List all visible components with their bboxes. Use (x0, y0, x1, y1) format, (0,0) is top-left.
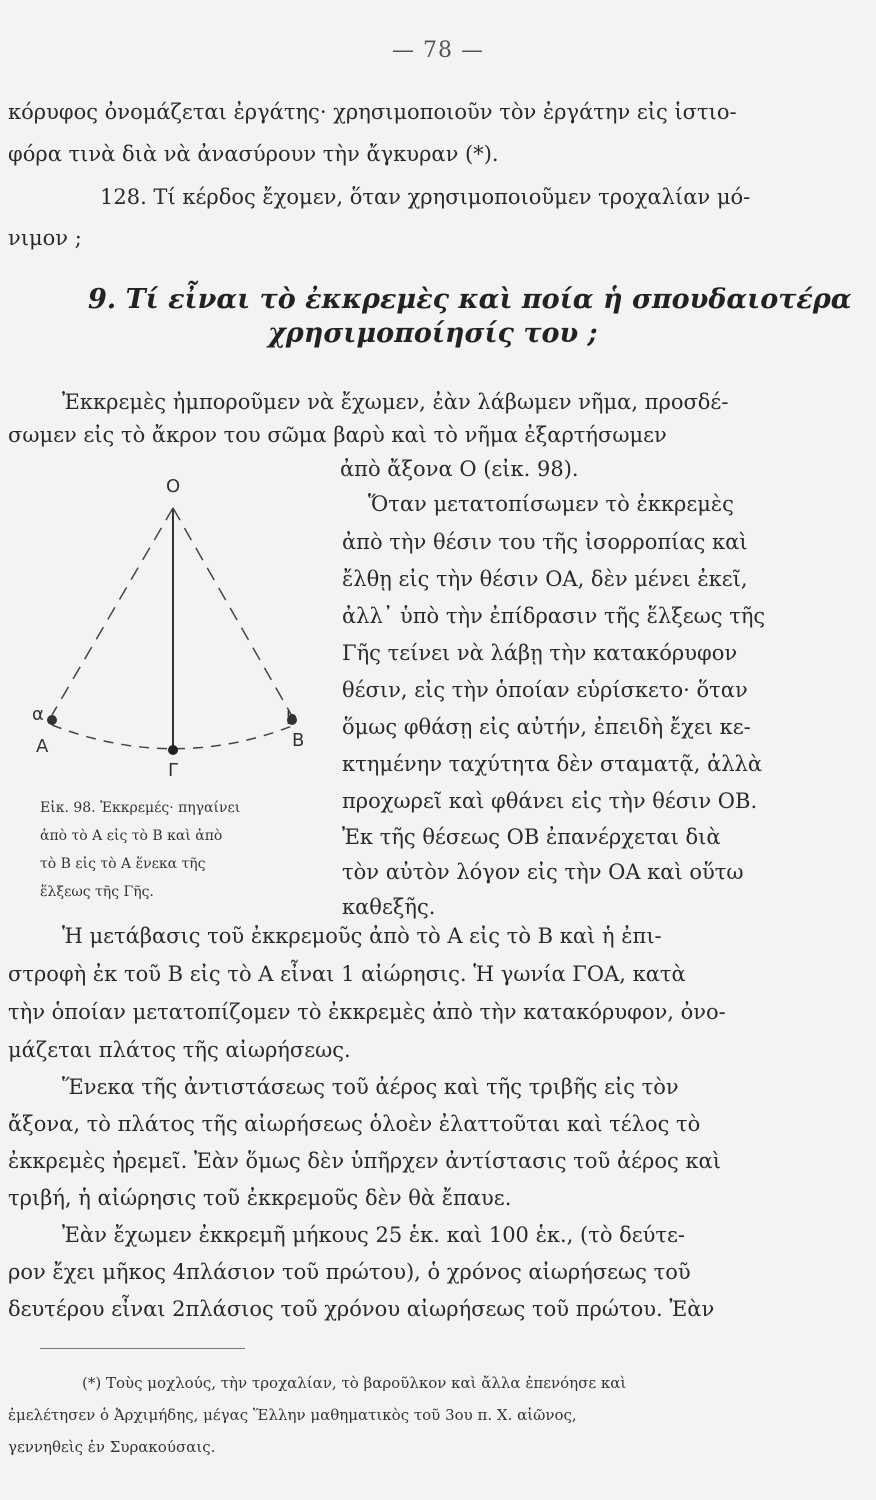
footnote-line: ἐμελέτησεν ὁ Ἀρχιμήδης, μέγας Ἕλλην μαθηματικὸς τοῦ 3ου π. Χ. αἰῶνος, (8, 1406, 577, 1424)
pendulum-figure (30, 470, 330, 790)
figure-caption: ἕλξεως τῆς Γῆς. (40, 884, 154, 900)
footnote-line: (*) Τοὺς μοχλούς, τὴν τροχαλίαν, τὸ βαροῦλκον καὶ ἄλλα ἐπενόησε καὶ (82, 1374, 627, 1392)
paragraph-line: μάζεται πλάτος τῆς αἰωρήσεως. (8, 1038, 351, 1062)
paragraph-line: Ἡ μετάβασις τοῦ ἐκκρεμοῦς ἀπὸ τὸ Α εἰς τὸ Β καὶ ἡ ἐπι- (62, 924, 662, 948)
paragraph-line: ἔλθῃ εἰς τὴν θέσιν ΟΑ, δὲν μένει ἐκεῖ, (342, 567, 748, 591)
label-a: A (36, 736, 49, 757)
label-alpha: α (32, 704, 44, 725)
bob-rest-position (168, 745, 178, 755)
page-number: — 78 — (392, 38, 484, 63)
paragraph-line: ἄξονα, τὸ πλάτος τῆς αἰωρήσεως ὁλοὲν ἐλαττοῦται καὶ τέλος τὸ (8, 1112, 701, 1136)
paragraph-line: Ἕνεκα τῆς ἀντιστάσεως τοῦ ἀέρος καὶ τῆς τριβῆς εἰς τὸν (62, 1075, 679, 1099)
paragraph-line: τὴν ὁποίαν μετατοπίζομεν τὸ ἐκκρεμὲς ἀπὸ τὴν κατακόρυφον, ὀνο- (8, 1000, 726, 1024)
paragraph-line: σωμεν εἰς τὸ ἄκρον του σῶμα βαρὺ καὶ τὸ νῆμα ἐξαρτήσωμεν (8, 423, 667, 447)
paragraph-line: κτημένην ταχύτητα δὲν σταματᾷ, ἀλλὰ (342, 752, 763, 776)
paragraph-line: προχωρεῖ καὶ φθάνει εἰς τὴν θέσιν ΟΒ. (342, 789, 758, 813)
paragraph-line: Ἐκ τῆς θέσεως ΟΒ ἐπανέρχεται διὰ (342, 825, 721, 849)
paragraph-line: καθεξῆς. (342, 895, 436, 919)
pendulum-left-string (52, 508, 173, 715)
label-b-small: b (286, 708, 298, 729)
paragraph-line: Ἐκκρεμὲς ἠμποροῦμεν νὰ ἔχωμεν, ἐὰν λάβωμεν νῆμα, προσδέ- (62, 390, 729, 414)
intro-line: φόρα τινὰ διὰ νὰ ἀνασύρουν τὴν ἄγκυραν (*). (8, 142, 499, 166)
paragraph-line: ἀπὸ ἄξονα Ο (εἰκ. 98). (340, 457, 579, 481)
figure-caption: τὸ Β εἰς τὸ Α ἕνεκα τῆς (40, 856, 206, 872)
paragraph-line: ὅμως φθάσῃ εἰς αὐτήν, ἐπειδὴ ἔχει κε- (342, 715, 751, 739)
section-heading: 9. Τί εἶναι τὸ ἐκκρεμὲς καὶ ποία ἡ σπουδαιοτέρα (88, 284, 852, 315)
paragraph-line: Γῆς τείνει νὰ λάβῃ τὴν κατακόρυφον (342, 641, 738, 665)
bob-position-a (47, 715, 57, 725)
footnote-line: γεννηθεὶς ἐν Συρακούσαις. (8, 1438, 216, 1456)
intro-line: νιμον ; (8, 226, 82, 250)
paragraph-line: ἀλλ᾽ ὑπὸ τὴν ἐπίδρασιν τῆς ἕλξεως τῆς (342, 604, 766, 628)
paragraph-line: θέσιν, εἰς τὴν ὁποίαν εὑρίσκετο· ὅταν (342, 678, 748, 702)
intro-line: κόρυφος ὀνομάζεται ἐργάτης· χρησιμοποιοῦν τὸν ἐργάτην εἰς ἱστιο- (8, 100, 737, 124)
section-heading-cont: χρησιμοποίησίς του ; (268, 318, 598, 349)
paragraph-line: δευτέρου εἶναι 2πλάσιος τοῦ χρόνου αἰωρήσεως τοῦ πρώτου. Ἐὰν (8, 1297, 715, 1321)
paragraph-line: ἀπὸ τὴν θέσιν του τῆς ἰσορροπίας καὶ (342, 530, 748, 554)
paragraph-line: Ὅταν μετατοπίσωμεν τὸ ἐκκρεμὲς (368, 492, 734, 516)
footnote-divider (40, 1348, 245, 1349)
paragraph-line: ρον ἔχει μῆκος 4πλάσιον τοῦ πρώτου), ὁ χρόνος αἰωρήσεως τοῦ (8, 1260, 691, 1284)
label-gamma: Γ (168, 760, 179, 781)
paragraph-line: τὸν αὐτὸν λόγον εἰς τὴν ΟΑ καὶ οὕτω (342, 860, 744, 884)
question-128: 128. Τί κέρδος ἔχομεν, ὅταν χρησιμοποιοῦμεν τροχαλίαν μό- (100, 185, 751, 209)
paragraph-line: Ἐὰν ἔχωμεν ἐκκρεμῆ μήκους 25 ἑκ. καὶ 100 ἑκ., (τὸ δεύτε- (62, 1223, 686, 1247)
label-b: B (292, 730, 305, 751)
paragraph-line: ἐκκρεμὲς ἠρεμεῖ. Ἐὰν ὅμως δὲν ὑπῆρχεν ἀντίστασις τοῦ ἀέρος καὶ (8, 1149, 721, 1173)
label-o: O (166, 476, 181, 497)
paragraph-line: στροφὴ ἐκ τοῦ Β εἰς τὸ Α εἶναι 1 αἰώρησις. Ἡ γωνία ΓΟΑ, κατὰ (8, 962, 686, 986)
pendulum-right-string (173, 508, 292, 716)
figure-caption: ἀπὸ τὸ Α εἰς τὸ Β καὶ ἀπὸ (40, 828, 223, 844)
paragraph-line: τριβή, ἡ αἰώρησις τοῦ ἐκκρεμοῦς δὲν θὰ ἔπαυε. (8, 1186, 512, 1210)
figure-caption: Εἰκ. 98. Ἐκκρεμές· πηγαίνει (40, 800, 241, 816)
